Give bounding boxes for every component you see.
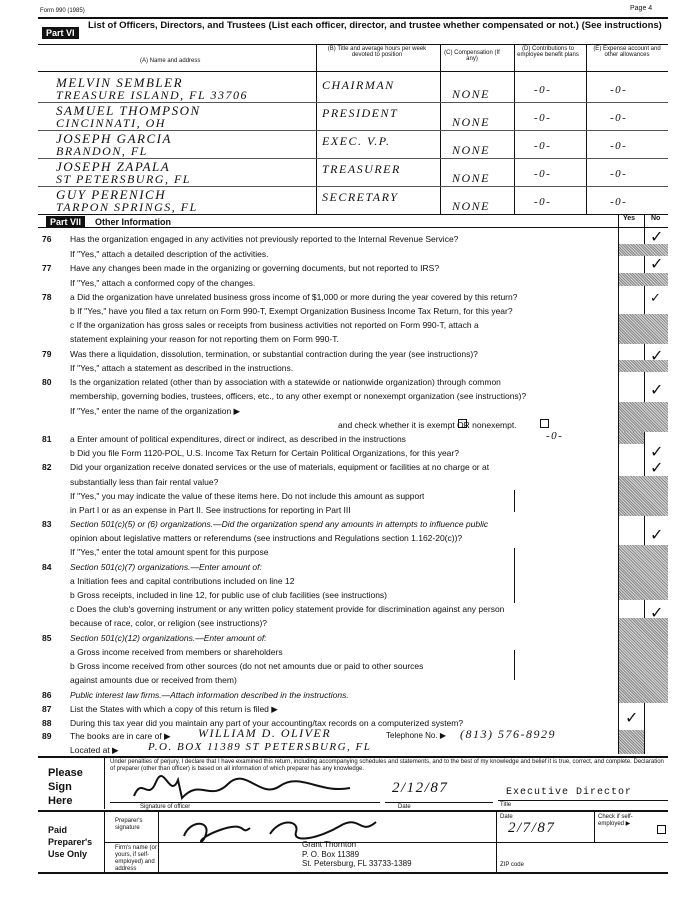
firm-name-label: Firm's name (or yours, if self-employed) and address: [115, 845, 157, 872]
col-c-header: (C) Compensation (If any): [444, 50, 500, 62]
officer-title: PRESIDENT: [322, 106, 399, 120]
line-text: b Gross income received from other sources (do not net amounts due or paid to other sources: [70, 661, 424, 671]
check-icon: ✓: [650, 382, 664, 399]
officer-address: ST PETERSBURG, FL: [56, 172, 191, 186]
line-text: b Did you file Form 1120-POL, U.S. Income Tax Return for Certain Political Organizations, for this year?: [70, 448, 459, 458]
page-number: Page 4: [630, 5, 653, 12]
line-text: Located at ▶: [70, 745, 119, 755]
line-text: Did your organization receive donated services or the use of materials, equipment or facilities at no charge or at: [70, 462, 490, 472]
line-text: b Gross receipts, included in line 12, for public use of club facilities (see instructions): [70, 590, 388, 600]
col-d-header: (D) Contributions to employee benefit plans: [517, 46, 579, 58]
date-label: Date: [398, 804, 411, 810]
no-header: No: [651, 215, 661, 222]
line-text: Have any changes been made in the organizing or governing documents, but not reported to IRS?: [70, 263, 440, 273]
line-text: a Initiation fees and capital contributions included on line 12: [70, 576, 295, 586]
line-text: c If the organization has gross sales or receipts from business activities not reported on Form 990-T, attach a: [70, 320, 479, 330]
firm-line: Grant Thornton: [302, 840, 357, 849]
officer-title: Executive Director: [506, 787, 633, 798]
col-e-header: (E) Expense account and other allowances: [593, 46, 661, 58]
line-number: 80: [42, 377, 52, 387]
officer-compensation: NONE: [452, 199, 491, 213]
col-a-header: (A) Name and address: [140, 58, 201, 64]
officer-title: TREASURER: [322, 162, 401, 176]
line-text: statement explaining your reason for not reporting them on Form 990-T.: [70, 334, 339, 344]
check-icon: ✓: [650, 527, 664, 544]
line-text: If "Yes," you may indicate the value of these items here. Do not include this amount as support: [70, 491, 425, 501]
line-number: 86: [42, 690, 52, 700]
officer-contributions: -0-: [534, 140, 552, 152]
officer-compensation: NONE: [452, 87, 491, 101]
line-text: substantially less than fair rental value?: [70, 477, 219, 487]
form-id: Form 990 (1985): [40, 8, 85, 14]
check-icon: ✓: [650, 460, 664, 477]
officer-name: MELVIN SEMBLER: [56, 75, 184, 90]
line-text: and check whether it is exempt OR nonexempt.: [338, 420, 517, 430]
officer-address: TREASURE ISLAND, FL 33706: [56, 88, 248, 102]
line-text: During this tax year did you maintain any part of your accounting/tax records on a computerized system?: [70, 718, 464, 728]
nonexempt-checkbox[interactable]: [540, 419, 549, 428]
check-icon: ✓: [650, 256, 664, 273]
self-employed-label: Check if self-employed ▶: [598, 814, 633, 827]
self-employed-checkbox[interactable]: [657, 825, 666, 834]
title-label: Title: [500, 802, 512, 808]
officer-expense: -0-: [610, 140, 628, 152]
line-text: Is the organization related (other than by association with a statewide or nationwide organization) through common: [70, 377, 501, 387]
officer-expense: -0-: [610, 112, 628, 124]
line-text: b If "Yes," have you filed a tax return on Form 990-T, Exempt Organization Business Income Tax Return, for this year?: [70, 306, 513, 316]
line-number: 87: [42, 704, 52, 714]
line-number: 76: [42, 234, 52, 244]
line-text: against amounts due or received from them): [70, 675, 237, 685]
firm-line: St. Petersburg, FL 33733-1389: [302, 859, 412, 868]
line-text: Public interest law firms.—Attach information described in the instructions.: [70, 690, 349, 700]
line-number: 79: [42, 349, 52, 359]
officer-address: BRANDON, FL: [56, 144, 148, 158]
line-number: 85: [42, 633, 52, 643]
check-icon: ✓: [650, 444, 664, 461]
officer-address: TARPON SPRINGS, FL: [56, 200, 198, 214]
officer-compensation: NONE: [452, 115, 491, 129]
line-text: membership, governing bodies, trustees, officers, etc., to any other exempt or nonexempt organization (see instructions)?: [70, 391, 527, 401]
officer-expense: -0-: [610, 168, 628, 180]
check-icon: ✓: [625, 710, 639, 727]
line-text: a Enter amount of political expenditures, direct or indirect, as described in the instructions: [70, 434, 406, 444]
check-icon: ✓: [650, 605, 664, 622]
line-text: List the States with which a copy of this return is filed ▶: [70, 704, 278, 714]
officer-title: CHAIRMAN: [322, 78, 395, 92]
part7-label: Part VII: [46, 216, 85, 228]
line-number: 89: [42, 731, 52, 741]
line81a-amount: -0-: [546, 430, 564, 442]
officer-contributions: -0-: [534, 84, 552, 96]
line-text: opinion about legislative matters or referendums (see instructions and Regulations section 1.162-20(c))?: [70, 533, 463, 543]
check-icon: ✓: [650, 290, 661, 305]
officer-name: GUY PERENICH: [56, 187, 167, 202]
line-text: because of race, color, or religion (see instructions)?: [70, 618, 268, 628]
line-number: 81: [42, 434, 52, 444]
line-text: a Gross income received from members or shareholders: [70, 647, 283, 657]
check-icon: ✓: [650, 348, 664, 365]
line-number: 82: [42, 462, 52, 472]
officer-contributions: -0-: [534, 168, 552, 180]
preparer-signature: [180, 816, 380, 842]
books-care-of: WILLIAM D. OLIVER: [198, 726, 332, 740]
line-number: 84: [42, 562, 52, 572]
part6-title: List of Officers, Directors, and Trustees (List each officer, director, and trustee whether compensated or not.) (See instructions): [88, 20, 662, 31]
yes-header: Yes: [623, 215, 636, 222]
telephone-label: Telephone No. ▶: [386, 731, 446, 740]
officer-contributions: -0-: [534, 112, 552, 124]
officer-name: JOSEPH GARCIA: [56, 131, 172, 146]
line-text: c Does the club's governing instrument or any written policy statement provide for discrimination against any person: [70, 604, 505, 614]
firm-address: [302, 840, 412, 869]
officer-contributions: -0-: [534, 196, 552, 208]
col-b-header: (B) Title and average hours per week devoted to position: [327, 46, 427, 58]
zip-label: ZIP code: [500, 862, 524, 868]
line-text: Section 501(c)(7) organizations.—Enter amount of:: [70, 562, 262, 572]
line-text: If "Yes," enter the name of the organization ▶: [70, 406, 241, 416]
firm-line: P. O. Box 11389: [302, 849, 360, 859]
line-number: 77: [42, 263, 52, 273]
preparer-date-label: Date: [500, 814, 513, 820]
line-number: 88: [42, 718, 52, 728]
line-text: If "Yes," attach a detailed description of the activities.: [70, 249, 269, 259]
books-location: P.O. BOX 11389 ST PETERSBURG, FL: [148, 741, 372, 753]
line-text: a Did the organization have unrelated business gross income of $1,000 or more during the year covered by this return?: [70, 292, 518, 302]
officer-signature: [130, 774, 370, 804]
check-icon: ✓: [650, 229, 664, 246]
exempt-checkbox[interactable]: [458, 419, 467, 428]
line-text: If "Yes," attach a conformed copy of the changes.: [70, 278, 256, 288]
preparer-sig-label: Preparer's signature: [115, 818, 143, 831]
sign-date: 2/12/87: [392, 780, 449, 796]
officer-address: CINCINNATI, OH: [56, 116, 166, 130]
line-number: 83: [42, 519, 52, 529]
sign-here-label: Please Sign Here: [48, 767, 83, 807]
officer-title: SECRETARY: [322, 190, 399, 204]
officer-name: JOSEPH ZAPALA: [56, 159, 171, 174]
line-text: Section 501(c)(12) organizations.—Enter amount of:: [70, 633, 267, 643]
line-text: Was there a liquidation, dissolution, termination, or substantial contraction during the year (see instructions)?: [70, 349, 478, 359]
line-text: Has the organization engaged in any activities not previously reported to the Internal Revenue Service?: [70, 234, 459, 244]
telephone-number: (813) 576-8929: [460, 727, 556, 741]
preparer-date: 2/7/87: [508, 820, 556, 836]
officer-compensation: NONE: [452, 171, 491, 185]
line-text: If "Yes," attach a statement as described in the instructions.: [70, 363, 294, 373]
officer-name: SAMUEL THOMPSON: [56, 103, 201, 118]
line-text: Section 501(c)(5) or (6) organizations.—Did the organization spend any amounts in attempts to influence public: [70, 519, 489, 529]
paid-preparer-label: Paid Preparer's Use Only: [48, 825, 93, 859]
part6-label: Part VI: [42, 27, 79, 39]
line-number: 78: [42, 292, 52, 302]
line-text: The books are in care of ▶: [70, 731, 171, 741]
line-text: If "Yes," enter the total amount spent for this purpose: [70, 547, 269, 557]
perjury-declaration: Under penalties of perjury, I declare that I have examined this return, including accompanying schedules and statements, and to the best of my knowledge and belief it is true, correct, and complete. Declaration of preparer (other than officer) is based on all information of which preparer has any knowledge.: [110, 759, 664, 772]
part7-title: Other Information: [95, 217, 171, 227]
officer-title: EXEC. V.P.: [322, 134, 391, 148]
officer-expense: -0-: [610, 84, 628, 96]
line-text: in Part I or as an expense in Part II. See instructions for reporting in Part III: [70, 505, 351, 515]
officer-compensation: NONE: [452, 143, 491, 157]
officer-expense: -0-: [610, 196, 628, 208]
signature-label: Signature of officer: [140, 804, 191, 810]
